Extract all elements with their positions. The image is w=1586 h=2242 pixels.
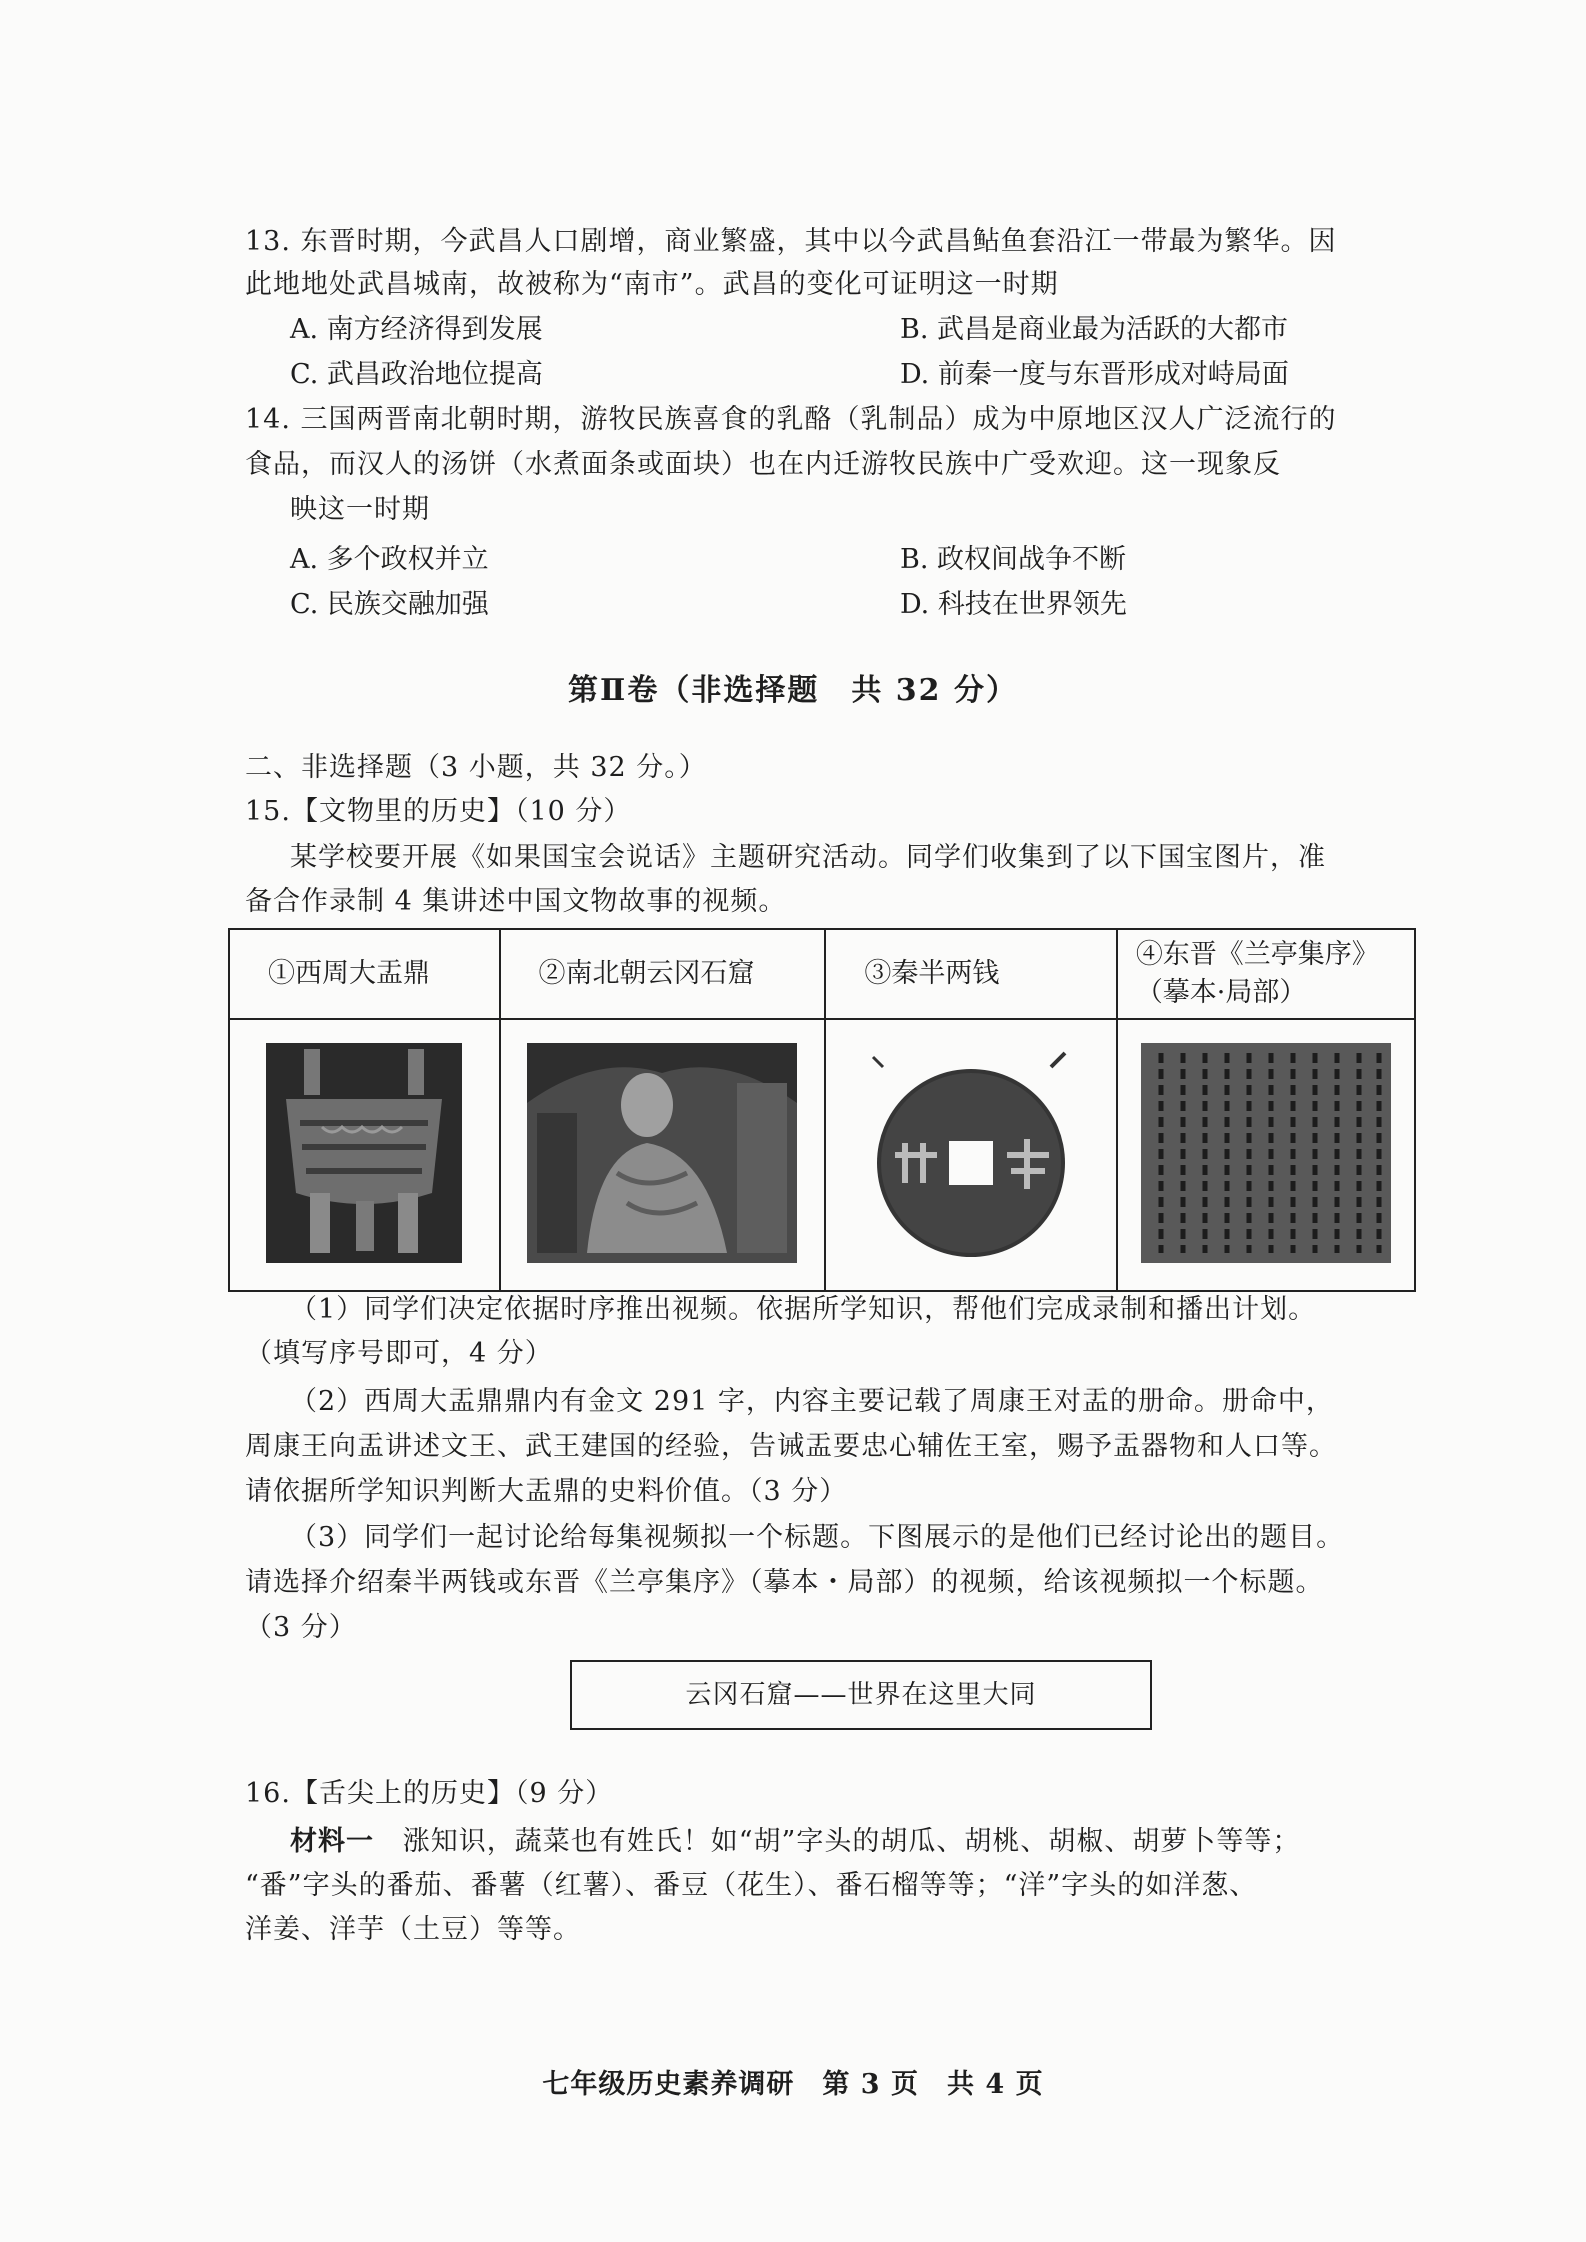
q15-title: 15.【文物里的历史】（10 分） bbox=[245, 796, 632, 827]
relic-cell-1 bbox=[229, 929, 500, 1019]
relic-label: ②南北朝云冈石窟 bbox=[538, 958, 755, 989]
q15-sub2-line2: 周康王向盂讲述文王、武王建国的经验，告诫盂要忠心辅佐王室，赐予盂器物和人口等。 bbox=[245, 1431, 1337, 1462]
q16-material-line2: “番”字头的番茄、番薯（红薯）、番豆（花生）、番石榴等等；“洋”字头的如洋葱、 bbox=[245, 1870, 1258, 1901]
relic-sublabel: （摹本·局部） bbox=[1135, 977, 1307, 1008]
q14-option-a: A. 多个政权并立 bbox=[290, 544, 489, 575]
q13-stem-line2: 此地地处武昌城南，故被称为“南市”。武昌的变化可证明这一时期 bbox=[245, 269, 1059, 300]
section-title: 第Ⅱ卷（非选择题 共 32 分） bbox=[568, 673, 1018, 708]
q16-material-line1 bbox=[290, 1822, 1300, 1862]
q13-option-a: A. 南方经济得到发展 bbox=[290, 314, 543, 345]
relic-image-cell-2 bbox=[500, 1019, 826, 1291]
q15-sub3-line2: 请选择介绍秦半两钱或东晋《兰亭集序》（摹本・局部）的视频，给该视频拟一个标题。 bbox=[245, 1567, 1324, 1598]
q16-material-line3: 洋姜、洋芋（土豆）等等。 bbox=[245, 1914, 581, 1945]
ding-vessel-image bbox=[266, 1043, 462, 1263]
relic-image-cell-3 bbox=[825, 1019, 1116, 1291]
q15-sub1-line2: （填写序号即可，4 分） bbox=[245, 1338, 553, 1369]
q14-stem-line1: 14. 三国两晋南北朝时期，游牧民族喜食的乳酪（乳制品）成为中原地区汉人广泛流行的 bbox=[245, 404, 1337, 435]
relic-image-cell-1 bbox=[229, 1019, 500, 1291]
q15-sub3-line3: （3 分） bbox=[245, 1612, 357, 1643]
q15-intro-line1: 某学校要开展《如果国宝会说话》主题研究活动。同学们收集到了以下国宝图片，准 bbox=[290, 842, 1326, 873]
buddha-statue-image bbox=[527, 1043, 797, 1263]
q15-sub2-line1: （2）西周大盂鼎鼎内有金文 291 字，内容主要记载了周康王对盂的册命。册命中， bbox=[290, 1386, 1334, 1417]
banliang-coin-image bbox=[861, 1043, 1081, 1263]
relic-label: ①西周大盂鼎 bbox=[268, 958, 430, 989]
material-text: 涨知识，蔬菜也有姓氏！如“胡”字头的胡瓜、胡桃、胡椒、胡萝卜等等； bbox=[402, 1826, 1301, 1857]
relic-image-cell-4 bbox=[1117, 1019, 1415, 1291]
relic-cell-4 bbox=[1117, 929, 1415, 1019]
example-title-box: 云冈石窟——世界在这里大同 bbox=[570, 1660, 1152, 1730]
q14-option-c: C. 民族交融加强 bbox=[290, 589, 489, 620]
relic-cell-3 bbox=[825, 929, 1116, 1019]
q15-sub3-line1: （3）同学们一起讨论给每集视频拟一个标题。下图展示的是他们已经讨论出的题目。 bbox=[290, 1522, 1345, 1553]
calligraphy-manuscript-image bbox=[1141, 1043, 1391, 1263]
q15-sub2-line3: 请依据所学知识判断大盂鼎的史料价值。（3 分） bbox=[245, 1476, 848, 1507]
q13-option-c: C. 武昌政治地位提高 bbox=[290, 359, 543, 390]
q15-intro-line2: 备合作录制 4 集讲述中国文物故事的视频。 bbox=[245, 886, 787, 917]
relic-cell-2 bbox=[500, 929, 826, 1019]
relic-label: ④东晋《兰亭集序》 bbox=[1135, 939, 1379, 970]
relics-table bbox=[228, 928, 1416, 1292]
relic-label: ③秦半两钱 bbox=[864, 958, 1000, 989]
material-label: 材料一 bbox=[290, 1826, 374, 1857]
q14-option-d: D. 科技在世界领先 bbox=[900, 589, 1127, 620]
q13-option-b: B. 武昌是商业最为活跃的大都市 bbox=[900, 314, 1289, 345]
q15-sub1-line1: （1）同学们决定依据时序推出视频。依据所学知识，帮他们完成录制和播出计划。 bbox=[290, 1294, 1317, 1325]
page-footer: 七年级历史素养调研 第 3 页 共 4 页 bbox=[542, 2069, 1044, 2100]
q13-stem-line1: 13. 东晋时期，今武昌人口剧增，商业繁盛，其中以今武昌鲇鱼套沿江一带最为繁华。因 bbox=[245, 226, 1337, 257]
part2-heading: 二、非选择题（3 小题，共 32 分。） bbox=[245, 752, 707, 783]
q14-option-b: B. 政权间战争不断 bbox=[900, 544, 1127, 575]
q16-title: 16.【舌尖上的历史】（9 分） bbox=[245, 1778, 614, 1809]
q14-stem-line2: 食品，而汉人的汤饼（水煮面条或面块）也在内迁游牧民族中广受欢迎。这一现象反 bbox=[245, 449, 1281, 480]
q13-option-d: D. 前秦一度与东晋形成对峙局面 bbox=[900, 359, 1289, 390]
q14-stem-line3: 映这一时期 bbox=[290, 494, 430, 525]
